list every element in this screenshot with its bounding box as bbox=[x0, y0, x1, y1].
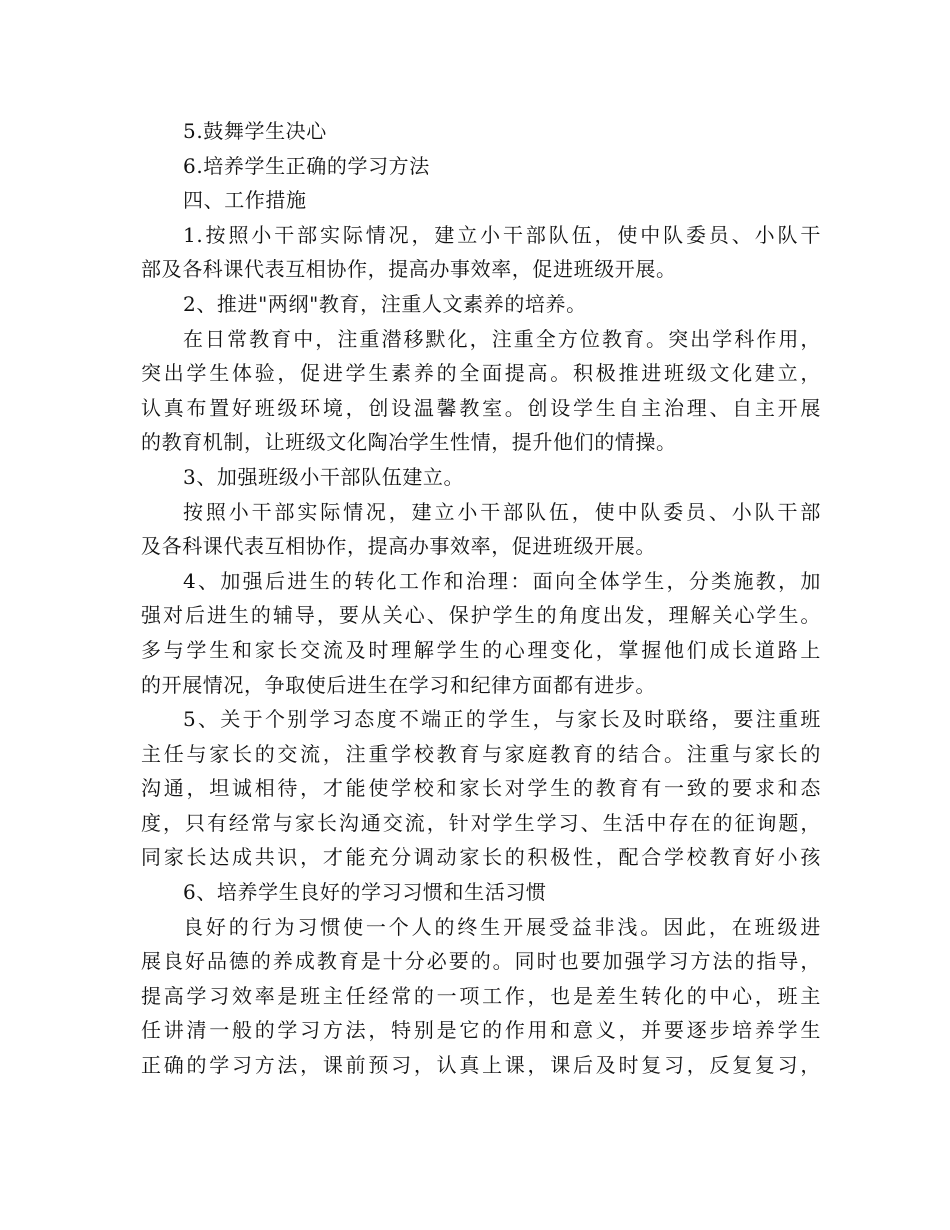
text-line bbox=[141, 356, 821, 391]
text-line bbox=[141, 806, 821, 841]
text-line bbox=[141, 840, 821, 875]
line-text: 主任与家长的交流，注重学校教育与家庭教育的结合。注重与家长的 bbox=[141, 741, 821, 766]
text-line bbox=[141, 564, 821, 599]
line-text: 认真布置好班级环境，创设温馨教室。创设学生自主治理、自主开展 bbox=[141, 395, 821, 420]
line-text: 多与学生和家长交流及时理解学生的心理变化，掌握他们成长道路上 bbox=[141, 637, 821, 662]
text-line bbox=[141, 875, 821, 910]
text-line bbox=[141, 771, 821, 806]
line-text: 度，只有经常与家长沟通交流，针对学生学习、生活中存在的征询题， bbox=[141, 810, 821, 835]
line-text: 1.按照小干部实际情况，建立小干部队伍，使中队委员、小队干 bbox=[183, 222, 821, 247]
text-line bbox=[141, 252, 821, 287]
text-line bbox=[141, 425, 821, 460]
line-text: 按照小干部实际情况，建立小干部队伍，使中队委员、小队干部 bbox=[183, 499, 821, 524]
text-line bbox=[141, 460, 821, 495]
text-line bbox=[141, 633, 821, 668]
document-page bbox=[141, 114, 821, 1083]
line-text: 5、关于个别学习态度不端正的学生，与家长及时联络，要注重班 bbox=[183, 707, 821, 732]
line-text: 3、加强班级小干部队伍建立。 bbox=[183, 464, 465, 489]
text-line bbox=[141, 218, 821, 253]
line-text: 同家长达成共识，才能充分调动家长的积极性，配合学校教育好小孩 bbox=[141, 845, 821, 870]
line-text: 提高学习效率是班主任经常的一项工作，也是差生转化的中心，班主 bbox=[141, 983, 821, 1008]
text-line bbox=[141, 322, 821, 357]
text-line bbox=[141, 598, 821, 633]
text-line bbox=[141, 114, 821, 149]
line-text: 突出学生体验，促进学生素养的全面提高。积极推进班级文化建立， bbox=[141, 361, 821, 386]
text-line bbox=[141, 149, 821, 184]
text-line bbox=[141, 910, 821, 945]
text-line bbox=[141, 391, 821, 426]
line-text: 6.培养学生正确的学习方法 bbox=[183, 153, 430, 178]
text-line bbox=[141, 702, 821, 737]
text-line bbox=[141, 1048, 821, 1083]
text-line bbox=[141, 287, 821, 322]
line-text: 及各科课代表互相协作，提高办事效率，促进班级开展。 bbox=[141, 534, 656, 559]
line-text: 正确的学习方法，课前预习，认真上课，课后及时复习，反复复习， bbox=[141, 1053, 821, 1078]
text-line bbox=[141, 495, 821, 530]
line-text: 2、推进"两纲"教育，注重人文素养的培养。 bbox=[183, 291, 587, 316]
line-text: 的教育机制，让班级文化陶冶学生性情，提升他们的情操。 bbox=[141, 430, 677, 455]
text-line bbox=[141, 668, 821, 703]
line-text: 良好的行为习惯使一个人的终生开展受益非浅。因此，在班级进 bbox=[183, 914, 821, 939]
line-text: 5.鼓舞学生决心 bbox=[183, 119, 327, 143]
text-line bbox=[141, 737, 821, 772]
line-text: 在日常教育中，注重潜移默化，注重全方位教育。突出学科作用， bbox=[183, 326, 821, 351]
line-text: 强对后进生的辅导，要从关心、保护学生的角度出发，理解关心学生。 bbox=[141, 603, 821, 628]
line-text: 展良好品德的养成教育是十分必要的。同时也要加强学习方法的指导， bbox=[141, 949, 821, 974]
line-text: 的开展情况，争取使后进生在学习和纪律方面都有进步。 bbox=[141, 672, 656, 697]
text-line bbox=[141, 944, 821, 979]
line-text: 部及各科课代表互相协作，提高办事效率，促进班级开展。 bbox=[141, 257, 677, 282]
text-line bbox=[141, 979, 821, 1014]
line-text: 6、培养学生良好的学习习惯和生活习惯 bbox=[183, 880, 547, 905]
line-text: 4、加强后进生的转化工作和治理：面向全体学生，分类施教，加 bbox=[183, 568, 821, 593]
text-line bbox=[141, 529, 821, 564]
line-text: 任讲清一般的学习方法，特别是它的作用和意义，并要逐步培养学生 bbox=[141, 1018, 821, 1043]
line-text: 四、工作措施 bbox=[183, 188, 307, 213]
line-text: 沟通，坦诚相待，才能使学校和家长对学生的教育有一致的要求和态 bbox=[141, 776, 821, 801]
section-heading bbox=[141, 183, 821, 218]
text-line bbox=[141, 1013, 821, 1048]
